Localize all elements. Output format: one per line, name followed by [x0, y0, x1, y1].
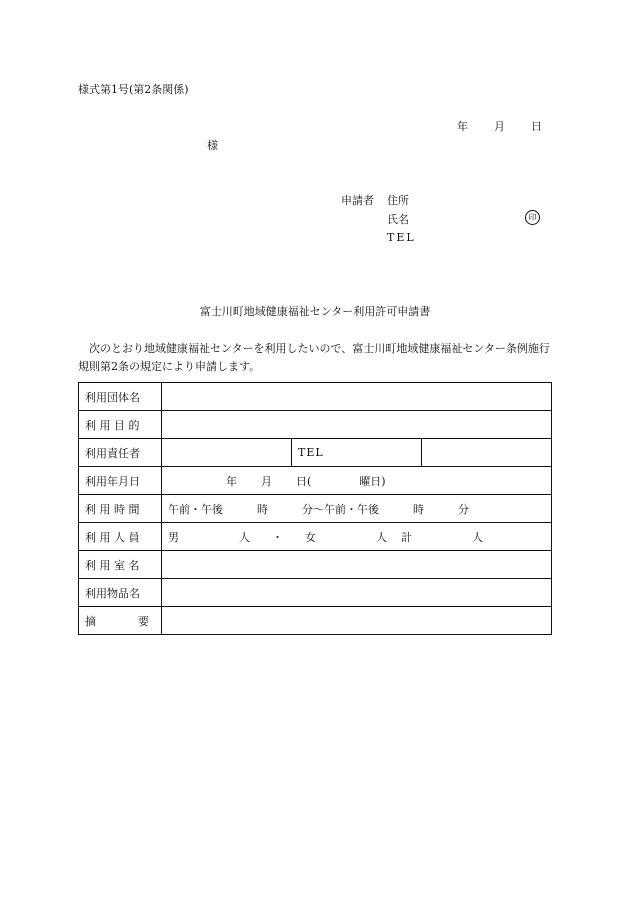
- seal-mark: 印: [525, 210, 540, 225]
- time-min-2: 分: [458, 502, 469, 516]
- time-min-ampm-2: 分〜午前・午後: [302, 502, 379, 516]
- remarks-char-1: 摘: [85, 614, 96, 628]
- date-month: 月: [494, 120, 505, 133]
- purpose-field[interactable]: [162, 411, 552, 439]
- time-ampm-1: 午前・午後: [168, 502, 223, 516]
- remarks-field[interactable]: [162, 607, 552, 635]
- table-row: [79, 607, 552, 635]
- address-label: 住所: [387, 194, 409, 207]
- responsible-tel-label: TEL: [292, 439, 422, 467]
- remarks-char-2: 要: [138, 614, 149, 628]
- purpose-label: 利 用 目 的: [79, 411, 162, 439]
- tel-label: TEL: [387, 231, 416, 244]
- remarks-label: [79, 607, 162, 635]
- table-row: [79, 579, 552, 607]
- date-field-day: 日(: [296, 474, 312, 488]
- people-label: 利 用 人 員: [79, 523, 162, 551]
- time-field[interactable]: [162, 495, 552, 523]
- responsible-tel-field[interactable]: [422, 439, 552, 467]
- responsible-label: 利用責任者: [79, 439, 162, 467]
- table-row: [79, 467, 552, 495]
- date-field-weekday: 曜日): [359, 474, 386, 488]
- group-name-label: 利用団体名: [79, 383, 162, 411]
- group-name-field[interactable]: [162, 383, 552, 411]
- people-unit-3: 人: [472, 530, 483, 544]
- date-line: [457, 118, 542, 134]
- room-field[interactable]: [162, 551, 552, 579]
- document-title: 富士川町地域健康福祉センター利用許可申請書: [199, 305, 431, 318]
- people-male: 男: [168, 530, 179, 544]
- table-row: [79, 439, 552, 467]
- items-label: 利用物品名: [79, 579, 162, 607]
- table-row: [79, 383, 552, 411]
- responsible-field[interactable]: [162, 439, 292, 467]
- date-field-month: 月: [261, 474, 272, 488]
- people-field[interactable]: [162, 523, 552, 551]
- table-row: [79, 551, 552, 579]
- application-table: [78, 382, 552, 635]
- people-female: 女: [305, 530, 316, 544]
- time-label: 利 用 時 間: [79, 495, 162, 523]
- room-label: 利 用 室 名: [79, 551, 162, 579]
- people-total: 計: [401, 530, 412, 544]
- table-row: [79, 411, 552, 439]
- date-year: 年: [457, 120, 468, 133]
- date-label: 利用年月日: [79, 467, 162, 495]
- time-hour-1: 時: [257, 502, 268, 516]
- table-row: [79, 523, 552, 551]
- people-unit-1: 人: [239, 530, 250, 544]
- applicant-label: 申請者: [341, 194, 374, 207]
- date-field[interactable]: [162, 467, 552, 495]
- time-hour-2: 時: [413, 502, 424, 516]
- date-field-year: 年: [226, 474, 237, 488]
- body-text: 次のとおり地域健康福祉センターを利用したいので、富士川町地域健康福祉センター条例施行規則第2条の規定により申請します。: [78, 342, 550, 373]
- name-label: 氏名: [387, 213, 409, 226]
- form-number: 様式第1号(第2条関係): [78, 83, 189, 96]
- date-day: 日: [531, 120, 542, 133]
- recipient-suffix: 様: [207, 139, 218, 152]
- people-separator: ・: [272, 530, 283, 544]
- items-field[interactable]: [162, 579, 552, 607]
- table-row: [79, 495, 552, 523]
- people-unit-2: 人: [376, 530, 387, 544]
